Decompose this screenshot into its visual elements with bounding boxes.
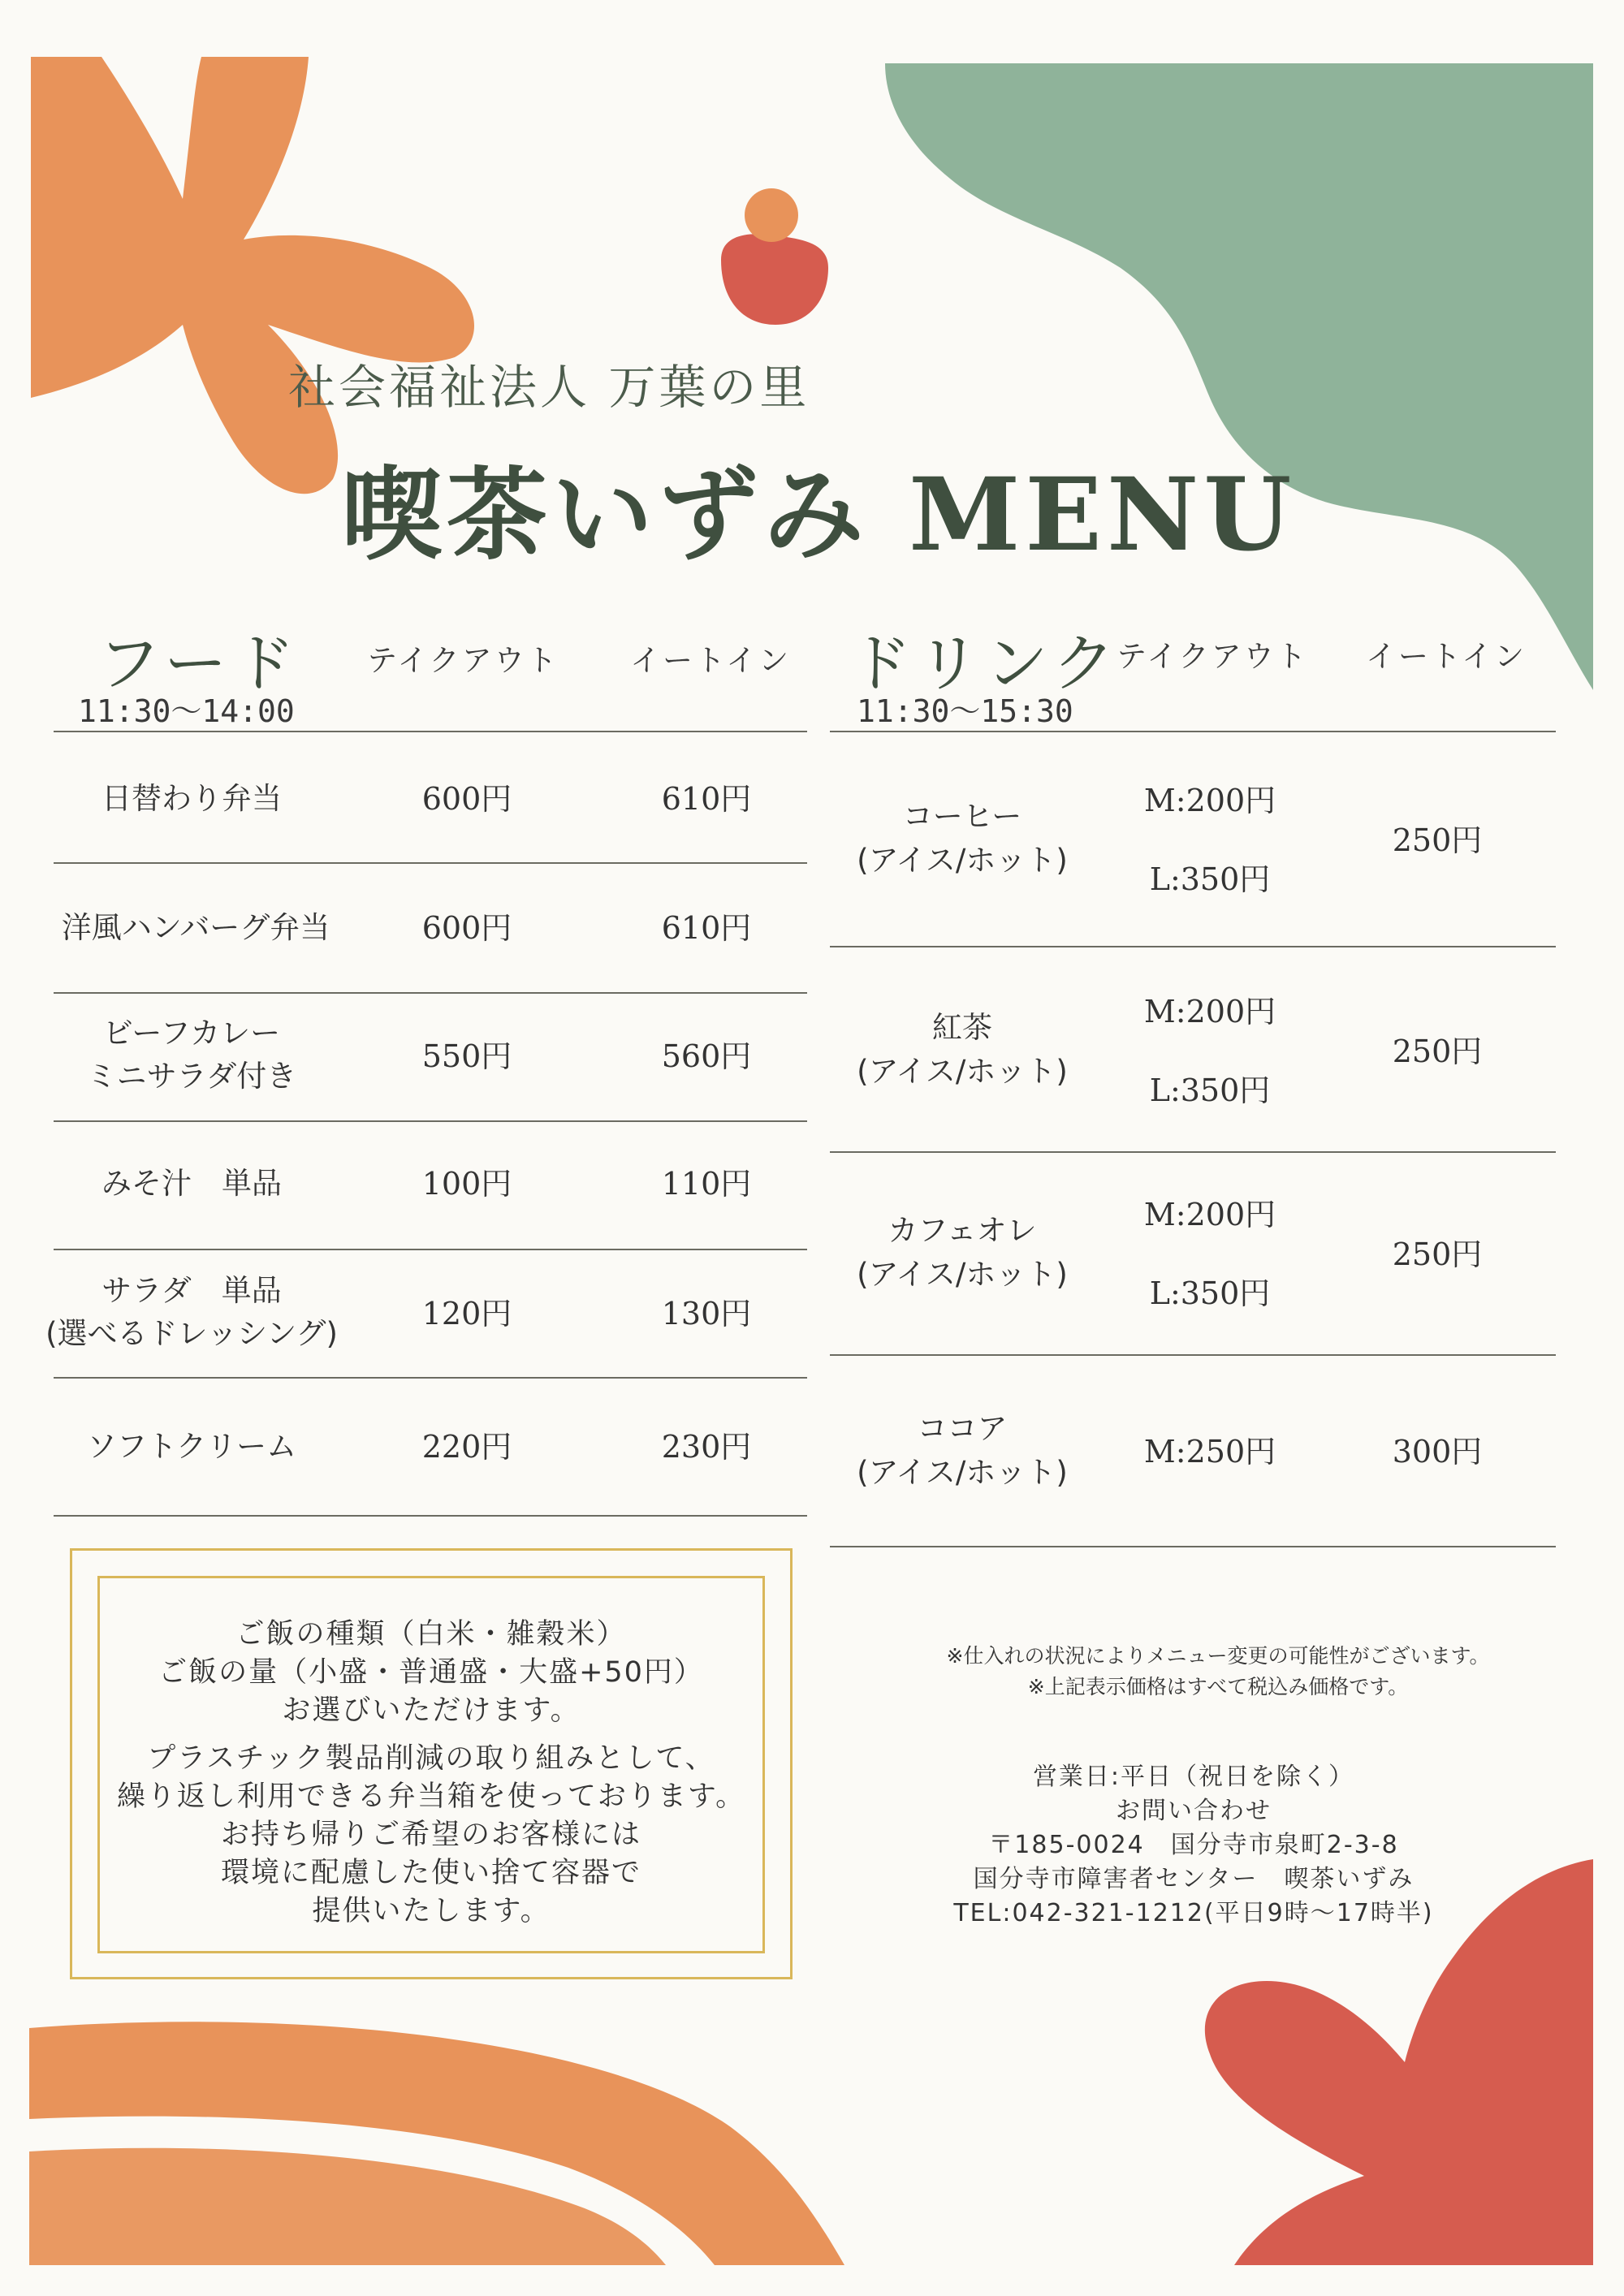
drink-takeout-m: M:200円 (1143, 994, 1276, 1029)
drink-item-name: コーヒー (902, 799, 1022, 834)
food-section-title: フード (97, 628, 300, 701)
note-line: 環境に配慮した使い捨て容器で (220, 1857, 641, 1889)
drink-item-subname: (アイス/ホット) (857, 1054, 1068, 1089)
food-takeout-price: 550円 (421, 1038, 512, 1074)
drink-takeout-l: L:350円 (1149, 861, 1271, 897)
food-item-subname: ミニサラダ付き (86, 1059, 297, 1094)
food-eatin-price: 560円 (661, 1038, 752, 1074)
drink-item-subname: (アイス/ホット) (857, 1455, 1068, 1490)
food-takeout-price: 120円 (421, 1296, 512, 1331)
drink-divider (830, 1354, 1556, 1356)
food-divider (54, 1249, 807, 1250)
note-line: 提供いたします。 (312, 1895, 551, 1927)
drink-takeout-l: L:350円 (1149, 1072, 1271, 1108)
address: 〒185-0024 国分寺市泉町2-3-8 (988, 1831, 1399, 1859)
food-item-name: 日替わり弁当 (102, 781, 282, 816)
orange-flower-decoration (31, 57, 474, 494)
note-line: プラスチック製品削減の取り組みとして、 (147, 1742, 715, 1775)
food-divider (54, 992, 807, 994)
food-divider (54, 1120, 807, 1122)
note-line: お持ち帰りご希望のお客様には (220, 1819, 641, 1851)
drink-eatin-price: 250円 (1392, 1236, 1483, 1272)
note-line: お選びいただけます。 (282, 1694, 581, 1727)
drink-section-title: ドリンク (849, 628, 1121, 701)
food-eatin-price: 130円 (661, 1296, 752, 1331)
drink-takeout-m: M:250円 (1143, 1434, 1276, 1470)
food-divider (54, 1377, 807, 1379)
organization-name: 社会福祉法人 万葉の里 (288, 360, 810, 415)
drink-divider (830, 1546, 1556, 1547)
logo-icon (721, 188, 828, 325)
food-takeout-price: 600円 (421, 910, 512, 946)
tax-notice: ※上記表示価格はすべて税込み価格です。 (1027, 1675, 1409, 1698)
food-divider (54, 731, 807, 732)
food-item-name: みそ汁 単品 (102, 1166, 282, 1201)
drink-item-subname: (アイス/ホット) (857, 843, 1068, 878)
business-days: 営業日:平日（祝日を除く） (1032, 1763, 1355, 1791)
food-eatin-price: 230円 (661, 1429, 752, 1465)
note-line: ご飯の種類（白米・雑穀米） (235, 1618, 627, 1651)
drink-takeout-header: テイクアウト (1116, 639, 1309, 674)
drink-item-subname: (アイス/ホット) (857, 1257, 1068, 1292)
food-divider (54, 1515, 807, 1517)
food-eatin-price: 110円 (661, 1166, 752, 1202)
drink-divider (830, 731, 1556, 732)
drink-takeout-m: M:200円 (1143, 1197, 1276, 1232)
food-eatin-price: 610円 (661, 781, 752, 817)
food-takeout-price: 100円 (421, 1166, 512, 1202)
note-line: ご飯の量（小盛・普通盛・大盛+50円） (158, 1656, 704, 1689)
food-eatin-price: 610円 (661, 910, 752, 946)
green-blob-decoration (885, 63, 1593, 690)
food-takeout-header: テイクアウト (367, 643, 559, 678)
orange-arc-decoration (29, 2022, 844, 2265)
phone-number: TEL:042-321-1212(平日9時〜17時半) (953, 1899, 1434, 1927)
drink-hours: 11:30〜15:30 (857, 693, 1073, 729)
food-divider (54, 862, 807, 864)
food-item-subname: (選べるドレッシング) (45, 1316, 338, 1351)
food-item-name: ソフトクリーム (86, 1429, 297, 1464)
contact-label: お問い合わせ (1116, 1797, 1272, 1825)
drink-eatin-header: イートイン (1366, 639, 1527, 674)
food-takeout-price: 600円 (421, 781, 512, 817)
drink-divider (830, 946, 1556, 947)
food-item-name: ビーフカレー (102, 1016, 281, 1051)
food-takeout-price: 220円 (421, 1429, 512, 1465)
page-title: 喫茶いずみ MENU (341, 456, 1297, 574)
drink-item-name: ココア (917, 1411, 1008, 1446)
food-item-name: 洋風ハンバーグ弁当 (61, 910, 330, 945)
menu-change-notice: ※仕入れの状況によりメニュー変更の可能性がございます。 (946, 1644, 1490, 1668)
facility-name: 国分寺市障害者センター 喫茶いずみ (973, 1865, 1415, 1893)
food-hours: 11:30〜14:00 (78, 693, 295, 729)
drink-item-name: カフェオレ (888, 1213, 1037, 1248)
drink-item-name: 紅茶 (932, 1010, 992, 1045)
note-line: 繰り返し利用できる弁当箱を使っております。 (116, 1780, 746, 1813)
food-item-name: サラダ 単品 (102, 1273, 282, 1308)
drink-takeout-m: M:200円 (1143, 783, 1276, 818)
drink-takeout-l: L:350円 (1149, 1275, 1271, 1311)
drink-eatin-price: 250円 (1392, 1034, 1483, 1069)
drink-eatin-price: 300円 (1392, 1434, 1483, 1470)
food-eatin-header: イートイン (630, 643, 792, 678)
drink-eatin-price: 250円 (1392, 822, 1483, 858)
drink-divider (830, 1151, 1556, 1153)
